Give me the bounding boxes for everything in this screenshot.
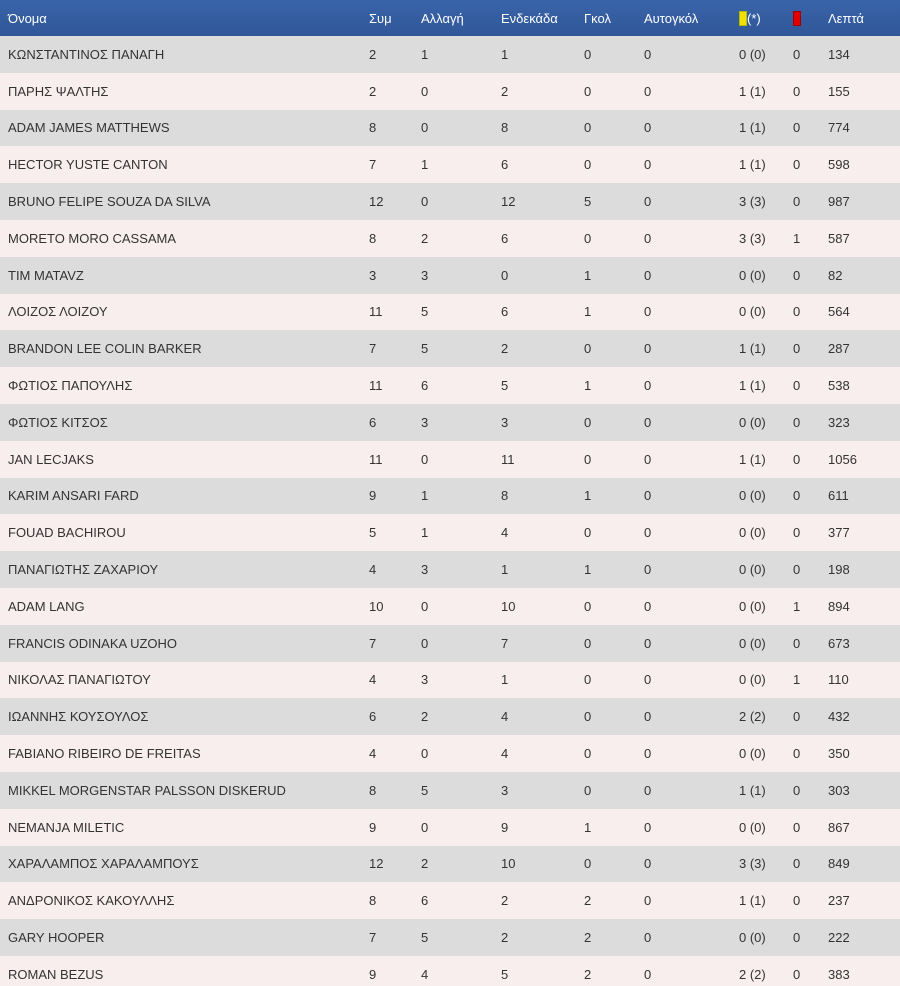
table-header-row [0,0,900,36]
player-name[interactable]: ΦΩΤΙΟΣ ΠΑΠΟΥΛΗΣ [8,378,133,394]
goals-cell: 0 [584,83,592,99]
goals-cell: 1 [584,267,592,283]
minutes-cell: 867 [828,819,850,835]
apps-cell: 12 [369,856,384,872]
start-cell: 9 [501,819,509,835]
red-cards-cell: 0 [793,819,801,835]
yellow-cards-cell: 0 (0) [739,930,766,946]
start-cell: 8 [501,488,509,504]
goals-cell: 0 [584,120,592,136]
red-cards-cell: 0 [793,267,801,283]
yellow-card-icon [739,11,747,26]
start-cell: 7 [501,635,509,651]
goals-cell: 5 [584,194,592,210]
minutes-cell: 350 [828,746,850,762]
table-row [0,846,900,883]
sub-cell: 0 [421,194,429,210]
sub-cell: 1 [421,488,429,504]
apps-cell: 9 [369,488,377,504]
start-cell: 1 [501,46,509,62]
own-goals-cell: 0 [644,378,652,394]
red-cards-cell: 1 [793,598,801,614]
apps-cell: 7 [369,341,377,357]
player-name[interactable]: MIKKEL MORGENSTAR PALSSON DISKERUD [8,782,286,798]
goals-cell: 1 [584,562,592,578]
minutes-cell: 987 [828,194,850,210]
goals-cell: 0 [584,451,592,467]
table-row [0,404,900,441]
minutes-cell: 198 [828,562,850,578]
start-cell: 2 [501,341,509,357]
player-rows [0,36,900,986]
yellow-cards-cell: 0 (0) [739,46,766,62]
goals-cell: 0 [584,782,592,798]
apps-cell: 12 [369,194,384,210]
minutes-cell: 287 [828,341,850,357]
player-name[interactable]: NEMANJA MILETIC [8,819,125,835]
player-name[interactable]: ΑΝΔΡΟΝΙΚΟΣ ΚΑΚΟΥΛΛΗΣ [8,893,175,909]
apps-cell: 7 [369,157,377,173]
apps-cell: 11 [369,378,383,394]
red-cards-cell: 0 [793,451,801,467]
table-row [0,73,900,110]
col-header-own-goals[interactable]: Αυτογκόλ [644,10,699,26]
goals-cell: 0 [584,709,592,725]
minutes-cell: 538 [828,378,850,394]
goals-cell: 0 [584,414,592,430]
minutes-cell: 432 [828,709,850,725]
yellow-cards-cell: 2 (2) [739,966,766,982]
table-row [0,110,900,147]
goals-cell: 0 [584,635,592,651]
goals-cell: 0 [584,856,592,872]
col-header-sub[interactable]: Αλλαγή [421,10,464,26]
sub-cell: 1 [421,525,429,541]
own-goals-cell: 0 [644,525,652,541]
own-goals-cell: 0 [644,488,652,504]
sub-cell: 5 [421,782,429,798]
red-cards-cell: 0 [793,46,801,62]
sub-cell: 0 [421,451,429,467]
player-name[interactable]: ADAM JAMES MATTHEWS [8,120,170,136]
sub-cell: 6 [421,378,429,394]
table-row [0,772,900,809]
yellow-cards-cell: 0 (0) [739,488,766,504]
col-header-goals[interactable]: Γκολ [584,10,611,26]
minutes-cell: 611 [828,488,849,504]
yellow-cards-cell: 0 (0) [739,414,766,430]
yellow-cards-cell: 0 (0) [739,525,766,541]
player-name[interactable]: TIM MATAVZ [8,267,84,283]
yellow-cards-cell: 3 (3) [739,230,766,246]
yellow-cards-cell: 1 (1) [739,782,766,798]
own-goals-cell: 0 [644,635,652,651]
own-goals-cell: 0 [644,893,652,909]
yellow-cards-cell: 0 (0) [739,819,766,835]
own-goals-cell: 0 [644,267,652,283]
apps-cell: 8 [369,893,377,909]
table-row [0,956,900,986]
apps-cell: 4 [369,672,377,688]
yellow-cards-cell: 0 (0) [739,598,766,614]
red-cards-cell: 0 [793,893,801,909]
apps-cell: 3 [369,267,377,283]
red-cards-cell: 0 [793,746,801,762]
goals-cell: 0 [584,341,592,357]
red-cards-cell: 0 [793,83,801,99]
player-name[interactable]: ΚΩΝΣΤΑΝΤΙΝΟΣ ΠΑΝΑΓΗ [8,46,165,62]
start-cell: 5 [501,966,509,982]
apps-cell: 6 [369,709,377,725]
own-goals-cell: 0 [644,451,652,467]
table-row [0,735,900,772]
own-goals-cell: 0 [644,930,652,946]
col-header-start[interactable]: Ενδεκάδα [501,10,558,26]
yellow-cards-cell: 0 (0) [739,746,766,762]
col-header-apps[interactable]: Συμ [369,10,392,26]
own-goals-cell: 0 [644,672,652,688]
goals-cell: 1 [584,304,592,320]
yellow-cards-cell: 0 (0) [739,672,766,688]
table-row [0,625,900,662]
table-row [0,478,900,515]
sub-cell: 5 [421,304,429,320]
table-row [0,257,900,294]
sub-cell: 6 [421,893,429,909]
red-cards-cell: 0 [793,525,801,541]
apps-cell: 8 [369,230,377,246]
apps-cell: 4 [369,746,377,762]
yellow-cards-cell: 0 (0) [739,635,766,651]
minutes-cell: 849 [828,856,850,872]
player-name[interactable]: ADAM LANG [8,598,85,614]
apps-cell: 6 [369,414,377,430]
start-cell: 11 [501,451,515,467]
start-cell: 5 [501,378,509,394]
apps-cell: 11 [369,304,383,320]
table-row [0,294,900,331]
yellow-cards-cell: 3 (3) [739,194,766,210]
sub-cell: 3 [421,562,429,578]
start-cell: 3 [501,782,509,798]
red-cards-cell: 0 [793,304,801,320]
own-goals-cell: 0 [644,856,652,872]
minutes-cell: 134 [828,46,850,62]
own-goals-cell: 0 [644,304,652,320]
sub-cell: 5 [421,930,429,946]
table-row [0,514,900,551]
own-goals-cell: 0 [644,709,652,725]
own-goals-cell: 0 [644,194,652,210]
start-cell: 2 [501,83,509,99]
sub-cell: 3 [421,267,429,283]
table-row [0,551,900,588]
sub-cell: 2 [421,230,429,246]
col-header-name[interactable]: Όνομα [8,10,47,26]
yellow-cards-cell: 3 (3) [739,856,766,872]
apps-cell: 11 [369,451,383,467]
player-name[interactable]: ΠΑΝΑΓΙΩΤΗΣ ΖΑΧΑΡΙΟΥ [8,562,159,578]
own-goals-cell: 0 [644,83,652,99]
minutes-cell: 383 [828,966,850,982]
minutes-cell: 110 [828,672,849,688]
start-cell: 10 [501,598,516,614]
minutes-cell: 598 [828,157,850,173]
apps-cell: 8 [369,120,377,136]
goals-cell: 2 [584,930,592,946]
start-cell: 4 [501,525,509,541]
red-cards-cell: 0 [793,120,801,136]
minutes-cell: 894 [828,598,850,614]
red-cards-cell: 0 [793,966,801,982]
own-goals-cell: 0 [644,120,652,136]
player-name[interactable]: ΝΙΚΟΛΑΣ ΠΑΝΑΓΙΩΤΟΥ [8,672,151,688]
table-row [0,367,900,404]
minutes-cell: 155 [828,83,850,99]
apps-cell: 7 [369,930,377,946]
minutes-cell: 222 [828,930,850,946]
yellow-cards-cell: 2 (2) [739,709,766,725]
apps-cell: 9 [369,966,377,982]
minutes-cell: 587 [828,230,850,246]
apps-cell: 2 [369,46,377,62]
start-cell: 0 [501,267,509,283]
table-row [0,146,900,183]
start-cell: 2 [501,893,509,909]
player-name[interactable]: FOUAD BACHIROU [8,525,126,541]
own-goals-cell: 0 [644,341,652,357]
player-name[interactable]: FRANCIS ODINAKA UZOHO [8,635,178,651]
red-cards-cell: 0 [793,488,801,504]
sub-cell: 1 [421,157,429,173]
own-goals-cell: 0 [644,819,652,835]
start-cell: 10 [501,856,516,872]
own-goals-cell: 0 [644,562,652,578]
own-goals-cell: 0 [644,46,652,62]
apps-cell: 4 [369,562,377,578]
own-goals-cell: 0 [644,746,652,762]
apps-cell: 7 [369,635,377,651]
own-goals-cell: 0 [644,157,652,173]
player-name[interactable]: BRANDON LEE COLIN BARKER [8,341,202,357]
sub-cell: 2 [421,856,429,872]
player-name[interactable]: ΠΑΡΗΣ ΨΑΛΤΗΣ [8,83,109,99]
apps-cell: 8 [369,782,377,798]
yellow-cards-cell: 0 (0) [739,562,766,578]
start-cell: 12 [501,194,516,210]
start-cell: 4 [501,709,509,725]
sub-cell: 0 [421,83,429,99]
yellow-cards-cell: 1 (1) [739,893,766,909]
red-cards-cell: 0 [793,414,801,430]
table-row [0,809,900,846]
goals-cell: 0 [584,157,592,173]
sub-cell: 3 [421,414,429,430]
yellow-cards-cell: 1 (1) [739,451,766,467]
col-header-red-cards[interactable] [793,0,828,36]
own-goals-cell: 0 [644,966,652,982]
yellow-cards-cell: 1 (1) [739,83,766,99]
minutes-cell: 564 [828,304,850,320]
goals-cell: 1 [584,488,592,504]
sub-cell: 0 [421,120,429,136]
sub-cell: 0 [421,819,429,835]
player-name[interactable]: JAN LECJAKS [8,451,94,467]
minutes-cell: 303 [828,782,850,798]
sub-cell: 5 [421,341,429,357]
minutes-cell: 323 [828,414,850,430]
red-cards-cell: 0 [793,378,801,394]
apps-cell: 10 [369,598,384,614]
sub-cell: 0 [421,598,429,614]
table-row [0,662,900,699]
apps-cell: 2 [369,83,377,99]
table-row [0,919,900,956]
red-cards-cell: 0 [793,856,801,872]
start-cell: 6 [501,304,509,320]
table-row [0,441,900,478]
sub-cell: 0 [421,635,429,651]
player-name[interactable]: ROMAN BEZUS [8,966,104,982]
minutes-cell: 237 [828,893,850,909]
goals-cell: 2 [584,893,592,909]
apps-cell: 9 [369,819,377,835]
own-goals-cell: 0 [644,230,652,246]
goals-cell: 0 [584,598,592,614]
red-cards-cell: 0 [793,194,801,210]
minutes-cell: 1056 [828,451,857,467]
start-cell: 6 [501,157,509,173]
goals-cell: 0 [584,230,592,246]
own-goals-cell: 0 [644,598,652,614]
start-cell: 3 [501,414,509,430]
start-cell: 8 [501,120,509,136]
col-header-minutes[interactable]: Λεπτά [828,10,864,26]
red-cards-cell: 0 [793,562,801,578]
own-goals-cell: 0 [644,414,652,430]
player-name[interactable]: MORETO MORO CASSAMA [8,230,177,246]
red-cards-cell: 0 [793,930,801,946]
start-cell: 6 [501,230,509,246]
yellow-cards-label: (*) [747,11,761,27]
table-row [0,183,900,220]
table-row [0,882,900,919]
red-cards-cell: 0 [793,709,801,725]
goals-cell: 1 [584,378,592,394]
player-name[interactable]: ΦΩΤΙΟΣ ΚΙΤΣΟΣ [8,414,108,430]
goals-cell: 0 [584,46,592,62]
minutes-cell: 673 [828,635,850,651]
table-row [0,220,900,257]
goals-cell: 1 [584,819,592,835]
red-cards-cell: 0 [793,341,801,357]
minutes-cell: 774 [828,120,850,136]
yellow-cards-cell: 0 (0) [739,304,766,320]
red-cards-cell: 0 [793,157,801,173]
own-goals-cell: 0 [644,782,652,798]
yellow-cards-cell: 1 (1) [739,341,766,357]
red-cards-cell: 0 [793,635,801,651]
apps-cell: 5 [369,525,377,541]
player-name[interactable]: ΧΑΡΑΛΑΜΠΟΣ ΧΑΡΑΛΑΜΠΟΥΣ [8,856,199,872]
red-cards-cell: 1 [793,672,801,688]
player-name[interactable]: HECTOR YUSTE CANTON [8,157,168,173]
col-header-yellow-cards[interactable] [739,0,793,36]
player-name[interactable]: GARY HOOPER [8,930,105,946]
red-cards-cell: 0 [793,782,801,798]
player-name[interactable]: FABIANO RIBEIRO DE FREITAS [8,746,201,762]
player-name[interactable]: BRUNO FELIPE SOUZA DA SILVA [8,194,211,210]
player-name[interactable]: ΛΟΙΖΟΣ ΛΟΙΖΟΥ [8,304,108,320]
yellow-cards-cell: 0 (0) [739,267,766,283]
red-cards-cell: 1 [793,230,801,246]
minutes-cell: 377 [828,525,850,541]
goals-cell: 0 [584,672,592,688]
start-cell: 2 [501,930,509,946]
sub-cell: 1 [421,46,429,62]
goals-cell: 0 [584,746,592,762]
goals-cell: 2 [584,966,592,982]
yellow-cards-cell: 1 (1) [739,157,766,173]
start-cell: 1 [501,672,509,688]
start-cell: 1 [501,562,509,578]
sub-cell: 4 [421,966,429,982]
start-cell: 4 [501,746,509,762]
player-name[interactable]: ΙΩΑΝΝΗΣ ΚΟΥΣΟΥΛΟΣ [8,709,149,725]
table-row [0,588,900,625]
sub-cell: 2 [421,709,429,725]
sub-cell: 0 [421,746,429,762]
yellow-cards-cell: 1 (1) [739,120,766,136]
minutes-cell: 82 [828,267,843,283]
yellow-cards-cell: 1 (1) [739,378,766,394]
table-row [0,698,900,735]
red-card-icon [793,11,801,26]
player-name[interactable]: KARIM ANSARI FARD [8,488,139,504]
sub-cell: 3 [421,672,429,688]
table-row [0,36,900,73]
goals-cell: 0 [584,525,592,541]
table-row [0,330,900,367]
